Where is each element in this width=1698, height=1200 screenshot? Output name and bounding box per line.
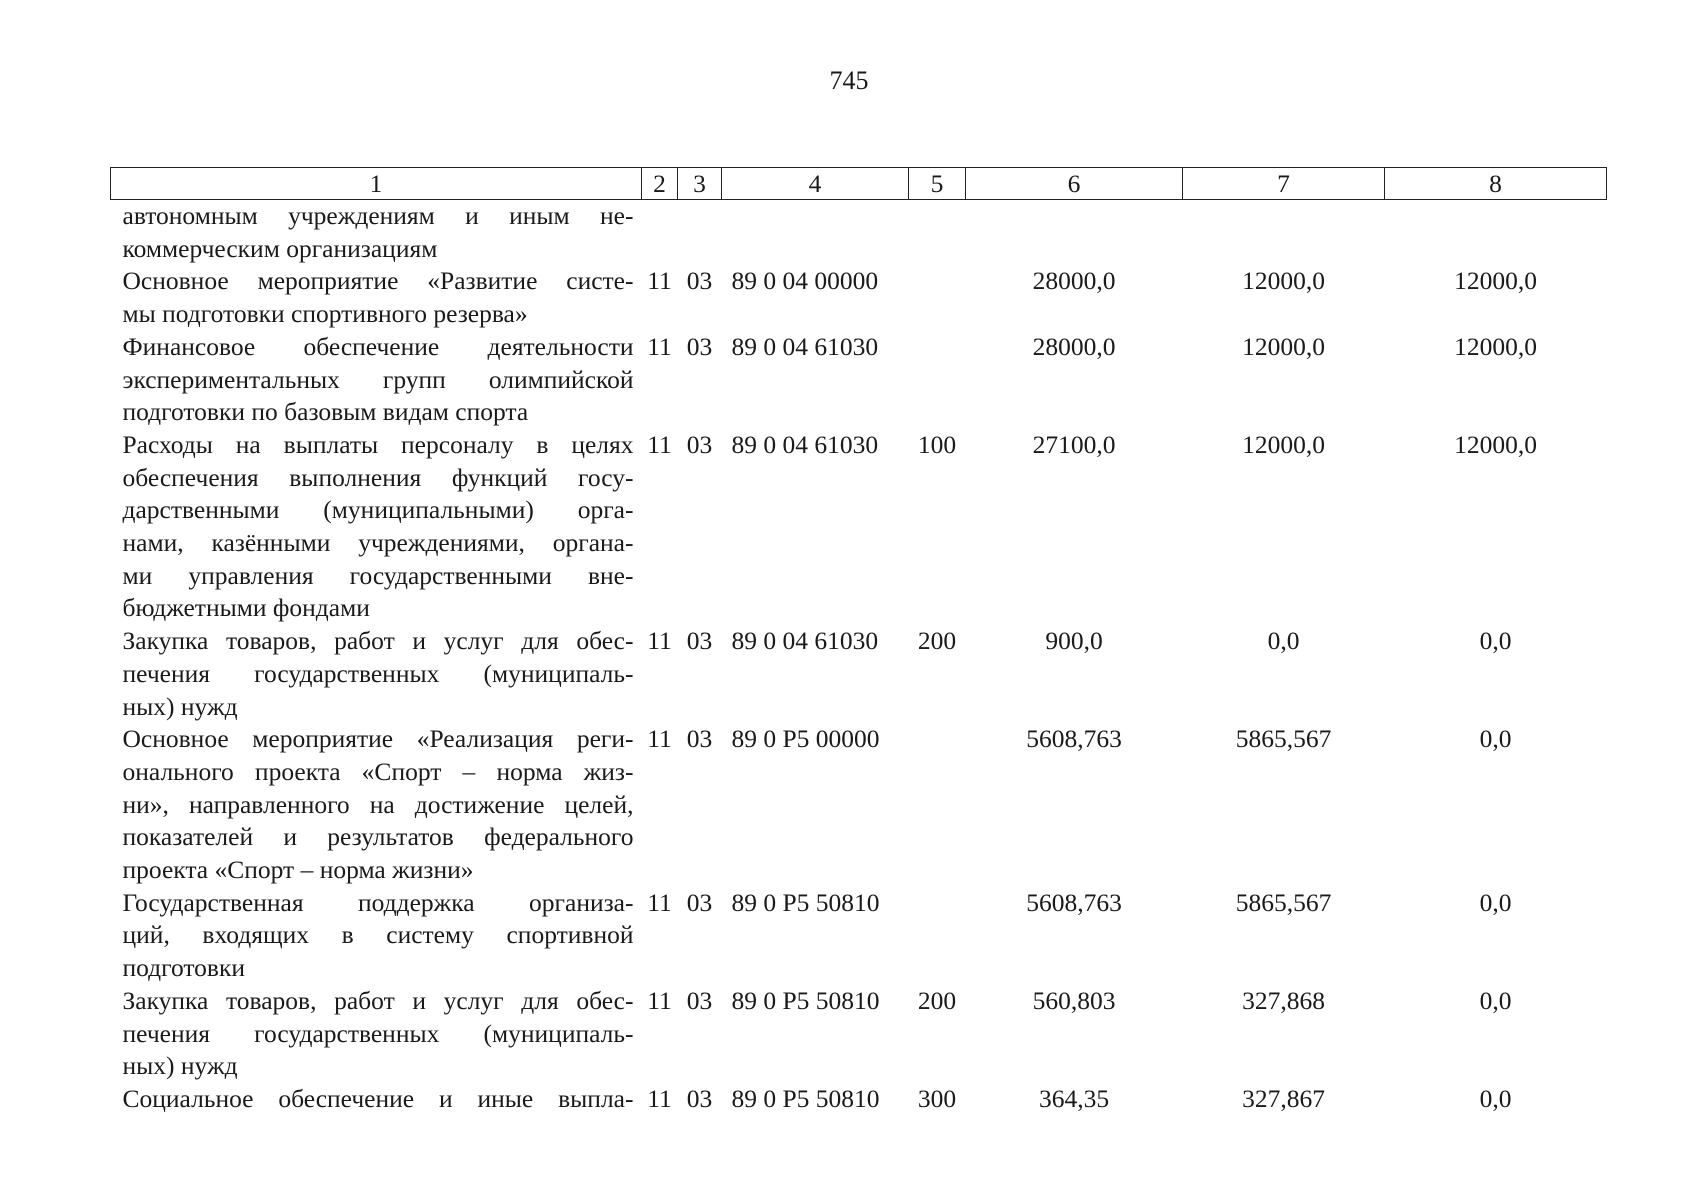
description-line: дарственными (муниципальными) орга- (122, 495, 634, 525)
table-row (111, 331, 1607, 429)
description-line: коммерческим организациям (122, 233, 438, 263)
cell-amount-2: 5865,567 (1235, 724, 1332, 754)
cell-amount-3: 12000,0 (1454, 266, 1537, 296)
cell-amount-1: 364,35 (1038, 1083, 1110, 1113)
cell-amount-3 (1385, 200, 1607, 266)
description-line: ни», направленного на достижение целей, (122, 789, 634, 819)
cell-amount-3: 12000,0 (1454, 429, 1537, 459)
table-body (111, 200, 1607, 1116)
cell-section: 11 (647, 331, 672, 361)
cell-target-code (722, 200, 909, 266)
cell-target-code: 89 0 04 61030 (731, 331, 879, 361)
page-number: 745 (829, 66, 869, 95)
cell-target-code: 89 0 P5 50810 (731, 1083, 880, 1113)
cell-expense-type: 200 (917, 985, 957, 1015)
header-col-7: 7 (1183, 168, 1385, 200)
cell-amount-3: 0,0 (1479, 626, 1512, 656)
cell-subsection: 03 (686, 266, 713, 296)
header-col-5: 5 (909, 168, 966, 200)
budget-table (110, 167, 1607, 1116)
description-line: Закупка товаров, работ и услуг для обес- (122, 626, 634, 656)
table-row (111, 985, 1607, 1083)
description-line: мы подготовки спортивного резерва» (122, 299, 528, 329)
cell-subsection: 03 (686, 724, 713, 754)
cell-section: 11 (647, 1083, 672, 1113)
description-line: Социальное обеспечение и иные выпла- (122, 1083, 634, 1113)
cell-expense-type (909, 265, 966, 330)
table-header (111, 168, 1607, 200)
cell-section: 11 (647, 429, 672, 459)
cell-amount-3: 12000,0 (1454, 331, 1537, 361)
description-line: печения государственных (муниципаль- (122, 1018, 634, 1048)
cell-amount-3: 0,0 (1479, 887, 1512, 917)
cell-amount-2: 327,867 (1242, 1083, 1325, 1113)
row-description (111, 985, 642, 1083)
cell-target-code: 89 0 04 00000 (731, 266, 879, 296)
cell-amount-1: 560,803 (1032, 985, 1116, 1015)
cell-expense-type: 100 (917, 429, 957, 459)
row-description (111, 887, 642, 985)
cell-section: 11 (647, 266, 672, 296)
description-line: показателей и результатов федерального (122, 822, 634, 852)
table-row (111, 265, 1607, 330)
cell-subsection: 03 (686, 985, 713, 1015)
header-col-2: 2 (642, 168, 678, 200)
description-line: Расходы на выплаты персоналу в целях (122, 429, 634, 459)
cell-amount-2: 12000,0 (1242, 266, 1325, 296)
cell-target-code: 89 0 04 61030 (731, 626, 879, 656)
cell-section: 11 (647, 985, 672, 1015)
row-description (111, 723, 642, 887)
cell-subsection: 03 (686, 626, 713, 656)
description-line: ми управления государственными вне- (122, 560, 634, 590)
cell-amount-1: 28000,0 (1032, 331, 1116, 361)
cell-amount-1: 27100,0 (1032, 429, 1116, 459)
row-description (111, 200, 642, 266)
cell-amount-2: 12000,0 (1242, 331, 1325, 361)
cell-section: 11 (647, 887, 672, 917)
row-description (111, 429, 642, 625)
cell-subsection (678, 200, 722, 266)
cell-amount-2: 0,0 (1267, 626, 1300, 656)
description-line: ций, входящих в систему спортивной (122, 920, 634, 950)
cell-amount-2: 327,868 (1242, 985, 1325, 1015)
cell-amount-1 (966, 200, 1183, 266)
description-line: онального проекта «Спорт – норма жиз- (122, 756, 634, 786)
table-row (111, 625, 1607, 723)
cell-amount-2: 5865,567 (1235, 887, 1332, 917)
description-line: бюджетными фондами (122, 593, 370, 623)
description-line: печения государственных (муниципаль- (122, 658, 634, 688)
cell-target-code: 89 0 P5 50810 (731, 985, 880, 1015)
description-line: подготовки по базовым видам спорта (122, 397, 529, 427)
cell-section (642, 200, 678, 266)
row-description (111, 1083, 642, 1116)
description-line: Закупка товаров, работ и услуг для обес- (122, 985, 634, 1015)
cell-target-code: 89 0 P5 50810 (731, 887, 880, 917)
description-line: обеспечения выполнения функций госу- (122, 462, 634, 492)
cell-amount-3: 0,0 (1479, 985, 1512, 1015)
description-line: Финансовое обеспечение деятельности (122, 331, 634, 361)
table-row (111, 429, 1607, 625)
cell-amount-3: 0,0 (1479, 1083, 1512, 1113)
table-row (111, 1083, 1607, 1116)
cell-subsection: 03 (686, 429, 713, 459)
cell-section: 11 (647, 626, 672, 656)
header-col-8: 8 (1385, 168, 1607, 200)
header-col-3: 3 (678, 168, 722, 200)
description-line: ных) нужд (122, 1051, 238, 1081)
table-row (111, 723, 1607, 887)
cell-amount-3: 0,0 (1479, 724, 1512, 754)
cell-amount-2: 12000,0 (1242, 429, 1325, 459)
cell-subsection: 03 (686, 331, 713, 361)
row-description (111, 265, 642, 330)
header-col-6: 6 (966, 168, 1183, 200)
row-description (111, 625, 642, 723)
cell-target-code: 89 0 P5 00000 (731, 724, 880, 754)
header-col-1: 1 (111, 168, 642, 200)
cell-expense-type (909, 200, 966, 266)
description-line: Основное мероприятие «Развитие систе- (122, 266, 634, 296)
cell-expense-type: 300 (917, 1083, 957, 1113)
header-row (111, 168, 1607, 200)
description-line: Государственная поддержка организа- (122, 887, 634, 917)
cell-expense-type (909, 331, 966, 429)
description-line: ных) нужд (122, 691, 238, 721)
cell-target-code: 89 0 04 61030 (731, 429, 879, 459)
cell-amount-1: 28000,0 (1032, 266, 1116, 296)
cell-subsection: 03 (686, 1083, 713, 1113)
cell-amount-1: 900,0 (1045, 626, 1103, 656)
cell-amount-2 (1183, 200, 1385, 266)
table-row (111, 887, 1607, 985)
cell-expense-type (909, 723, 966, 887)
cell-amount-1: 5608,763 (1026, 724, 1122, 754)
table-row (111, 200, 1607, 266)
cell-expense-type: 200 (917, 626, 957, 656)
cell-expense-type (909, 887, 966, 985)
description-line: подготовки (122, 953, 246, 983)
description-line: экспериментальных групп олимпийской (122, 364, 634, 394)
row-description (111, 331, 642, 429)
cell-amount-1: 5608,763 (1026, 887, 1122, 917)
description-line: автономным учреждениям и иным не- (122, 201, 634, 230)
header-col-4: 4 (722, 168, 909, 200)
description-line: Основное мероприятие «Реализация реги- (122, 724, 634, 754)
cell-subsection: 03 (686, 887, 713, 917)
description-line: проекта «Спорт – норма жизни» (122, 855, 474, 885)
description-line: нами, казёнными учреждениями, органа- (122, 528, 634, 558)
cell-section: 11 (647, 724, 672, 754)
